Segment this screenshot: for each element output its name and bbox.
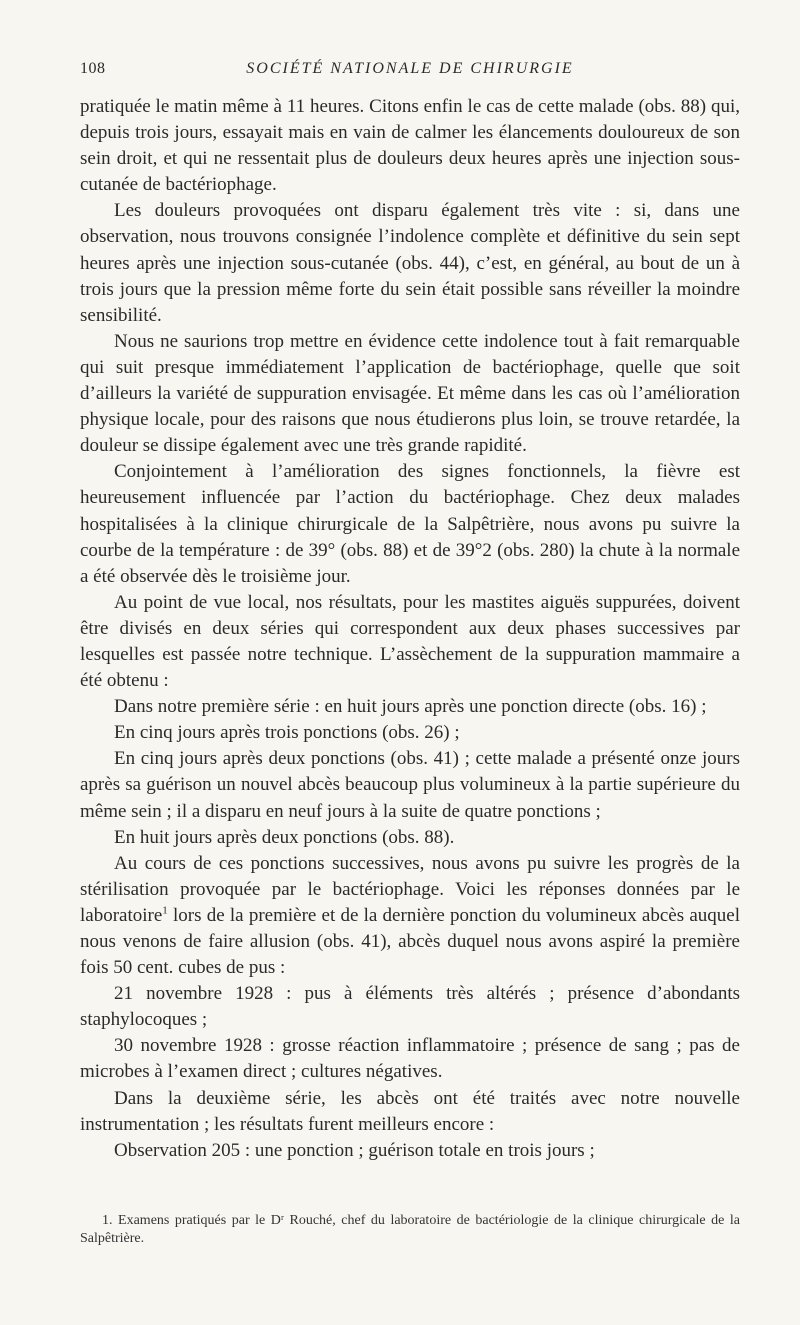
footnote-reference: 1: [162, 904, 168, 917]
paragraph-text: lors de la première et de la dernière ponction du volumineux abcès auquel nous venons de faire allusion (obs. 41), abcès duquel nous avons aspiré la première fois 50 cent. cubes de pus :: [80, 904, 740, 979]
paragraph: Les douleurs provoquées ont disparu également très vite : si, dans une observation, nous trouvons consignée l’indolence complète et définitive du sein sept heures après une injection sous-cutanée (obs. 44), c’est, en général, au bout de un à trois jours que la pression même forte du sein était possible sans réveiller la moindre sensibilité.: [80, 200, 740, 326]
footnote: 1. Examens pratiqués par le Dʳ Rouché, chef du laboratoire de bactériologie de la clinique chirurgicale de la Salpêtrière.: [80, 1213, 740, 1246]
paragraph: 30 novembre 1928 : grosse réaction inflammatoire ; présence de sang ; pas de microbes à l’examen direct ; cultures négatives.: [80, 1035, 740, 1083]
paragraph: pratiquée le matin même à 11 heures. Citons enfin le cas de cette malade (obs. 88) qui, depuis trois jours, essayait mais en vain de calmer les élancements douloureux de son sein droit, et qui ne ressentait plus de douleurs deux heures après une injection sous-cutanée de bactériophage.: [80, 96, 740, 196]
paragraph: Dans la deuxième série, les abcès ont été traités avec notre nouvelle instrumentation ; les résultats furent meilleurs encore :: [80, 1087, 740, 1135]
paragraph: En cinq jours après deux ponctions (obs. 41) ; cette malade a présenté onze jours après sa guérison un nouvel abcès beaucoup plus volumineux à la partie supérieure du même sein ; il a disparu en neuf jours à la suite de quatre ponctions ;: [80, 748, 740, 822]
paragraph: En huit jours après deux ponctions (obs. 88).: [114, 826, 455, 848]
paragraph: Nous ne saurions trop mettre en évidence cette indolence tout à fait remarquable qui suit presque immédiatement l’application de bactériophage, quelle que soit d’ailleurs la variété de suppuration envisagée. Et même dans les cas où l’amélioration physique locale, pour des raisons que nous étudierons plus loin, se trouve retardée, la douleur se dissipe également avec une très grande rapidité.: [80, 330, 740, 457]
paragraph: Au point de vue local, nos résultats, pour les mastites aiguës suppurées, doivent être divisés en deux séries qui correspondent aux deux phases successives par lesquelles est passée notre technique. L’assèchement de la suppuration mammaire a été obtenu :: [80, 591, 740, 692]
paragraph-with-footnote: [80, 851, 740, 981]
paragraph: En cinq jours après trois ponctions (obs. 26) ;: [114, 722, 460, 744]
paragraph: Dans notre première série : en huit jours après une ponction directe (obs. 16) ;: [114, 696, 707, 718]
running-title: SOCIÉTÉ NATIONALE DE CHIRURGIE: [246, 60, 574, 77]
paragraph: Conjointement à l’amélioration des signes fonctionnels, la fièvre est heureusement influencée par l’action du bactériophage. Chez deux malades hospitalisées à la clinique chirurgicale de la Salpêtrière, nous avons pu suivre la courbe de la température : de 39° (obs. 88) et de 39°2 (obs. 280) la chute à la normale a été observée dès le troisième jour.: [80, 461, 740, 587]
paragraph: Observation 205 : une ponction ; guérison totale en trois jours ;: [114, 1139, 595, 1161]
page-number: 108: [80, 60, 106, 77]
body-text: [80, 94, 740, 1164]
page-header: [80, 60, 740, 86]
paragraph: 21 novembre 1928 : pus à éléments très altérés ; présence d’abondants staphylocoques ;: [80, 983, 740, 1031]
paragraph-text: Au cours de ces ponctions successives, nous avons pu suivre les progrès de la stérilisation provoquée par le bactériophage. Voici les réponses données par le laboratoire: [80, 852, 740, 926]
